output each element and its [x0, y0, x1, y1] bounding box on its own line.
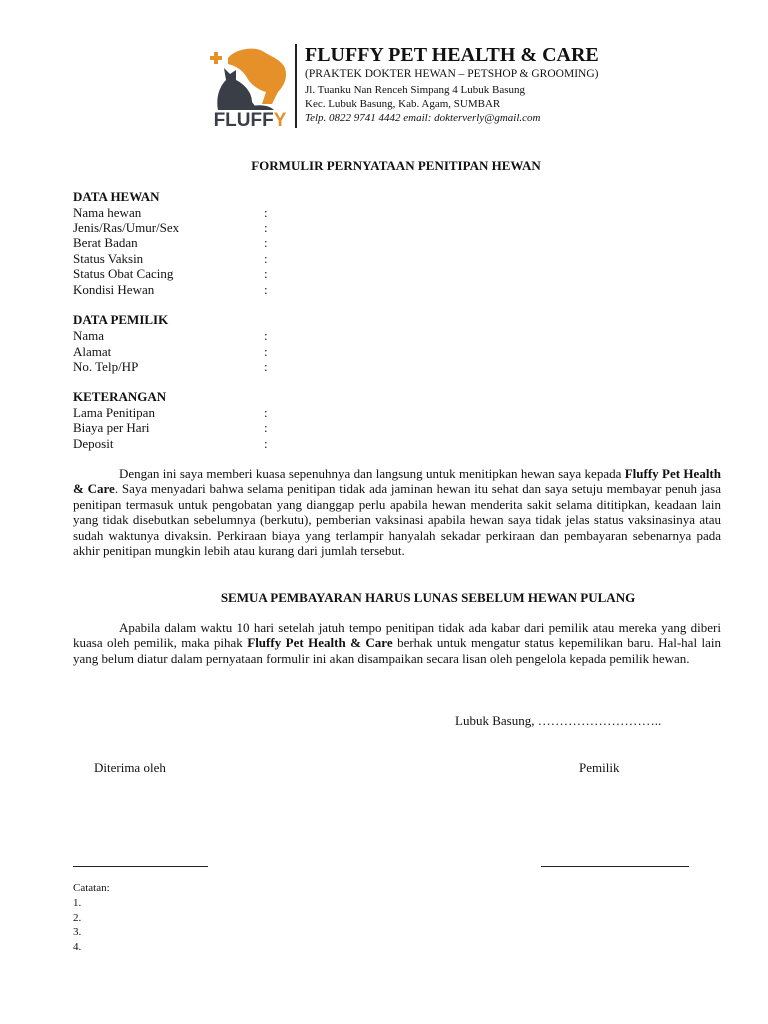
field-label: Kondisi Hewan: [73, 282, 155, 297]
payment-notice: SEMUA PEMBAYARAN HARUS LUNAS SEBELUM HEWAN PULANG: [220, 590, 636, 605]
clinic-name: FLUFFY PET HEALTH & CARE: [305, 44, 599, 66]
form-title: FORMULIR PERNYATAAN PENITIPAN HEWAN: [251, 158, 541, 173]
field-colon: :: [264, 251, 268, 266]
signature-label-received-by: Diterima oleh: [94, 760, 166, 775]
field-colon: :: [264, 344, 268, 359]
note-item: 3.: [73, 926, 82, 938]
clinic-address-line2: Kec. Lubuk Basung, Kab. Agam, SUMBAR: [305, 98, 501, 110]
note-item: 2.: [73, 912, 82, 924]
section-heading-keterangan: KETERANGAN: [73, 389, 167, 404]
field-label: Status Obat Cacing: [73, 266, 174, 281]
place-date: Lubuk Basung, ………………………..: [455, 713, 662, 728]
field-label: Nama hewan: [73, 205, 142, 220]
field-label: Status Vaksin: [73, 251, 144, 266]
clinic-name-inline: Fluffy Pet Health & Care: [247, 635, 393, 651]
clinic-subtitle: (PRAKTEK DOKTER HEWAN – PETSHOP & GROOMING): [305, 68, 599, 80]
header-divider: [295, 44, 297, 128]
clinic-name-inline: Fluffy Pet Health & Care: [73, 466, 721, 497]
section-heading-data-pemilik: DATA PEMILIK: [73, 312, 169, 327]
field-colon: :: [264, 282, 268, 297]
signature-label-owner: Pemilik: [579, 760, 620, 775]
field-label: Biaya per Hari: [73, 420, 150, 435]
note-item: 4.: [73, 941, 82, 953]
section-heading-data-hewan: DATA HEWAN: [73, 189, 160, 204]
field-label: Jenis/Ras/Umur/Sex: [73, 220, 180, 235]
field-label: Nama: [73, 328, 105, 343]
field-colon: :: [264, 436, 268, 451]
field-colon: :: [264, 266, 268, 281]
field-colon: :: [264, 205, 268, 220]
notes-heading: Catatan:: [73, 882, 110, 894]
field-colon: :: [264, 235, 268, 250]
field-label: No. Telp/HP: [73, 359, 139, 374]
ownership-paragraph: Apabila dalam waktu 10 hari setelah jatuh tempo penitipan tidak ada kabar dari pemilik atau mereka yang diberi kuasa oleh pemilik, maka pihak Fluffy Pet Health & Care berhak untuk mengatur status kepemilikan baru. Hal-hal lain yang belum diatur dalam pernyataan formulir ini akan disampaikan secara lisan oleh pengelola kepada pemilik hewan.: [73, 620, 722, 666]
field-colon: :: [264, 328, 268, 343]
field-label: Deposit: [73, 436, 114, 451]
consent-paragraph: Dengan ini saya memberi kuasa sepenuhnya dan langsung untuk menitipkan hewan saya kepada Fluffy Pet Health & Care. Saya menyadari bahwa selama penitipan tidak ada jaminan hewan itu sehat dan saya setuju membayar penuh jasa penitipan termasuk untuk pengobatan yang dianggap perlu apabila hewan menderita sakit selama dititipkan, keadaan lain yang tidak disebutkan sebelumnya (berkutu), pemberian vaksinasi apabila hewan saya tidak jelas status vaksinasinya atau sudah waktunya divaksin. Perkiraan biaya yang terlampir hanyalah sekadar perkiraan dan pembayaran sebenarnya pada akhir penitipan mungkin lebih atau kurang dari jumlah tersebut.: [73, 466, 721, 559]
field-label: Alamat: [73, 344, 112, 359]
field-label: Lama Penitipan: [73, 405, 155, 420]
field-colon: :: [264, 420, 268, 435]
field-colon: :: [264, 359, 268, 374]
signature-line-right: [541, 866, 689, 867]
field-colon: :: [264, 405, 268, 420]
field-colon: :: [264, 220, 268, 235]
note-item: 1.: [73, 897, 82, 909]
clinic-address-line1: Jl. Tuanku Nan Renceh Simpang 4 Lubuk Basung: [305, 84, 525, 96]
clinic-contact: Telp. 0822 9741 4442 email: dokterverly@gmail.com: [305, 112, 541, 124]
field-label: Berat Badan: [73, 235, 138, 250]
logo-wordmark: FLUFFY: [213, 110, 287, 131]
signature-line-left: [73, 866, 208, 867]
